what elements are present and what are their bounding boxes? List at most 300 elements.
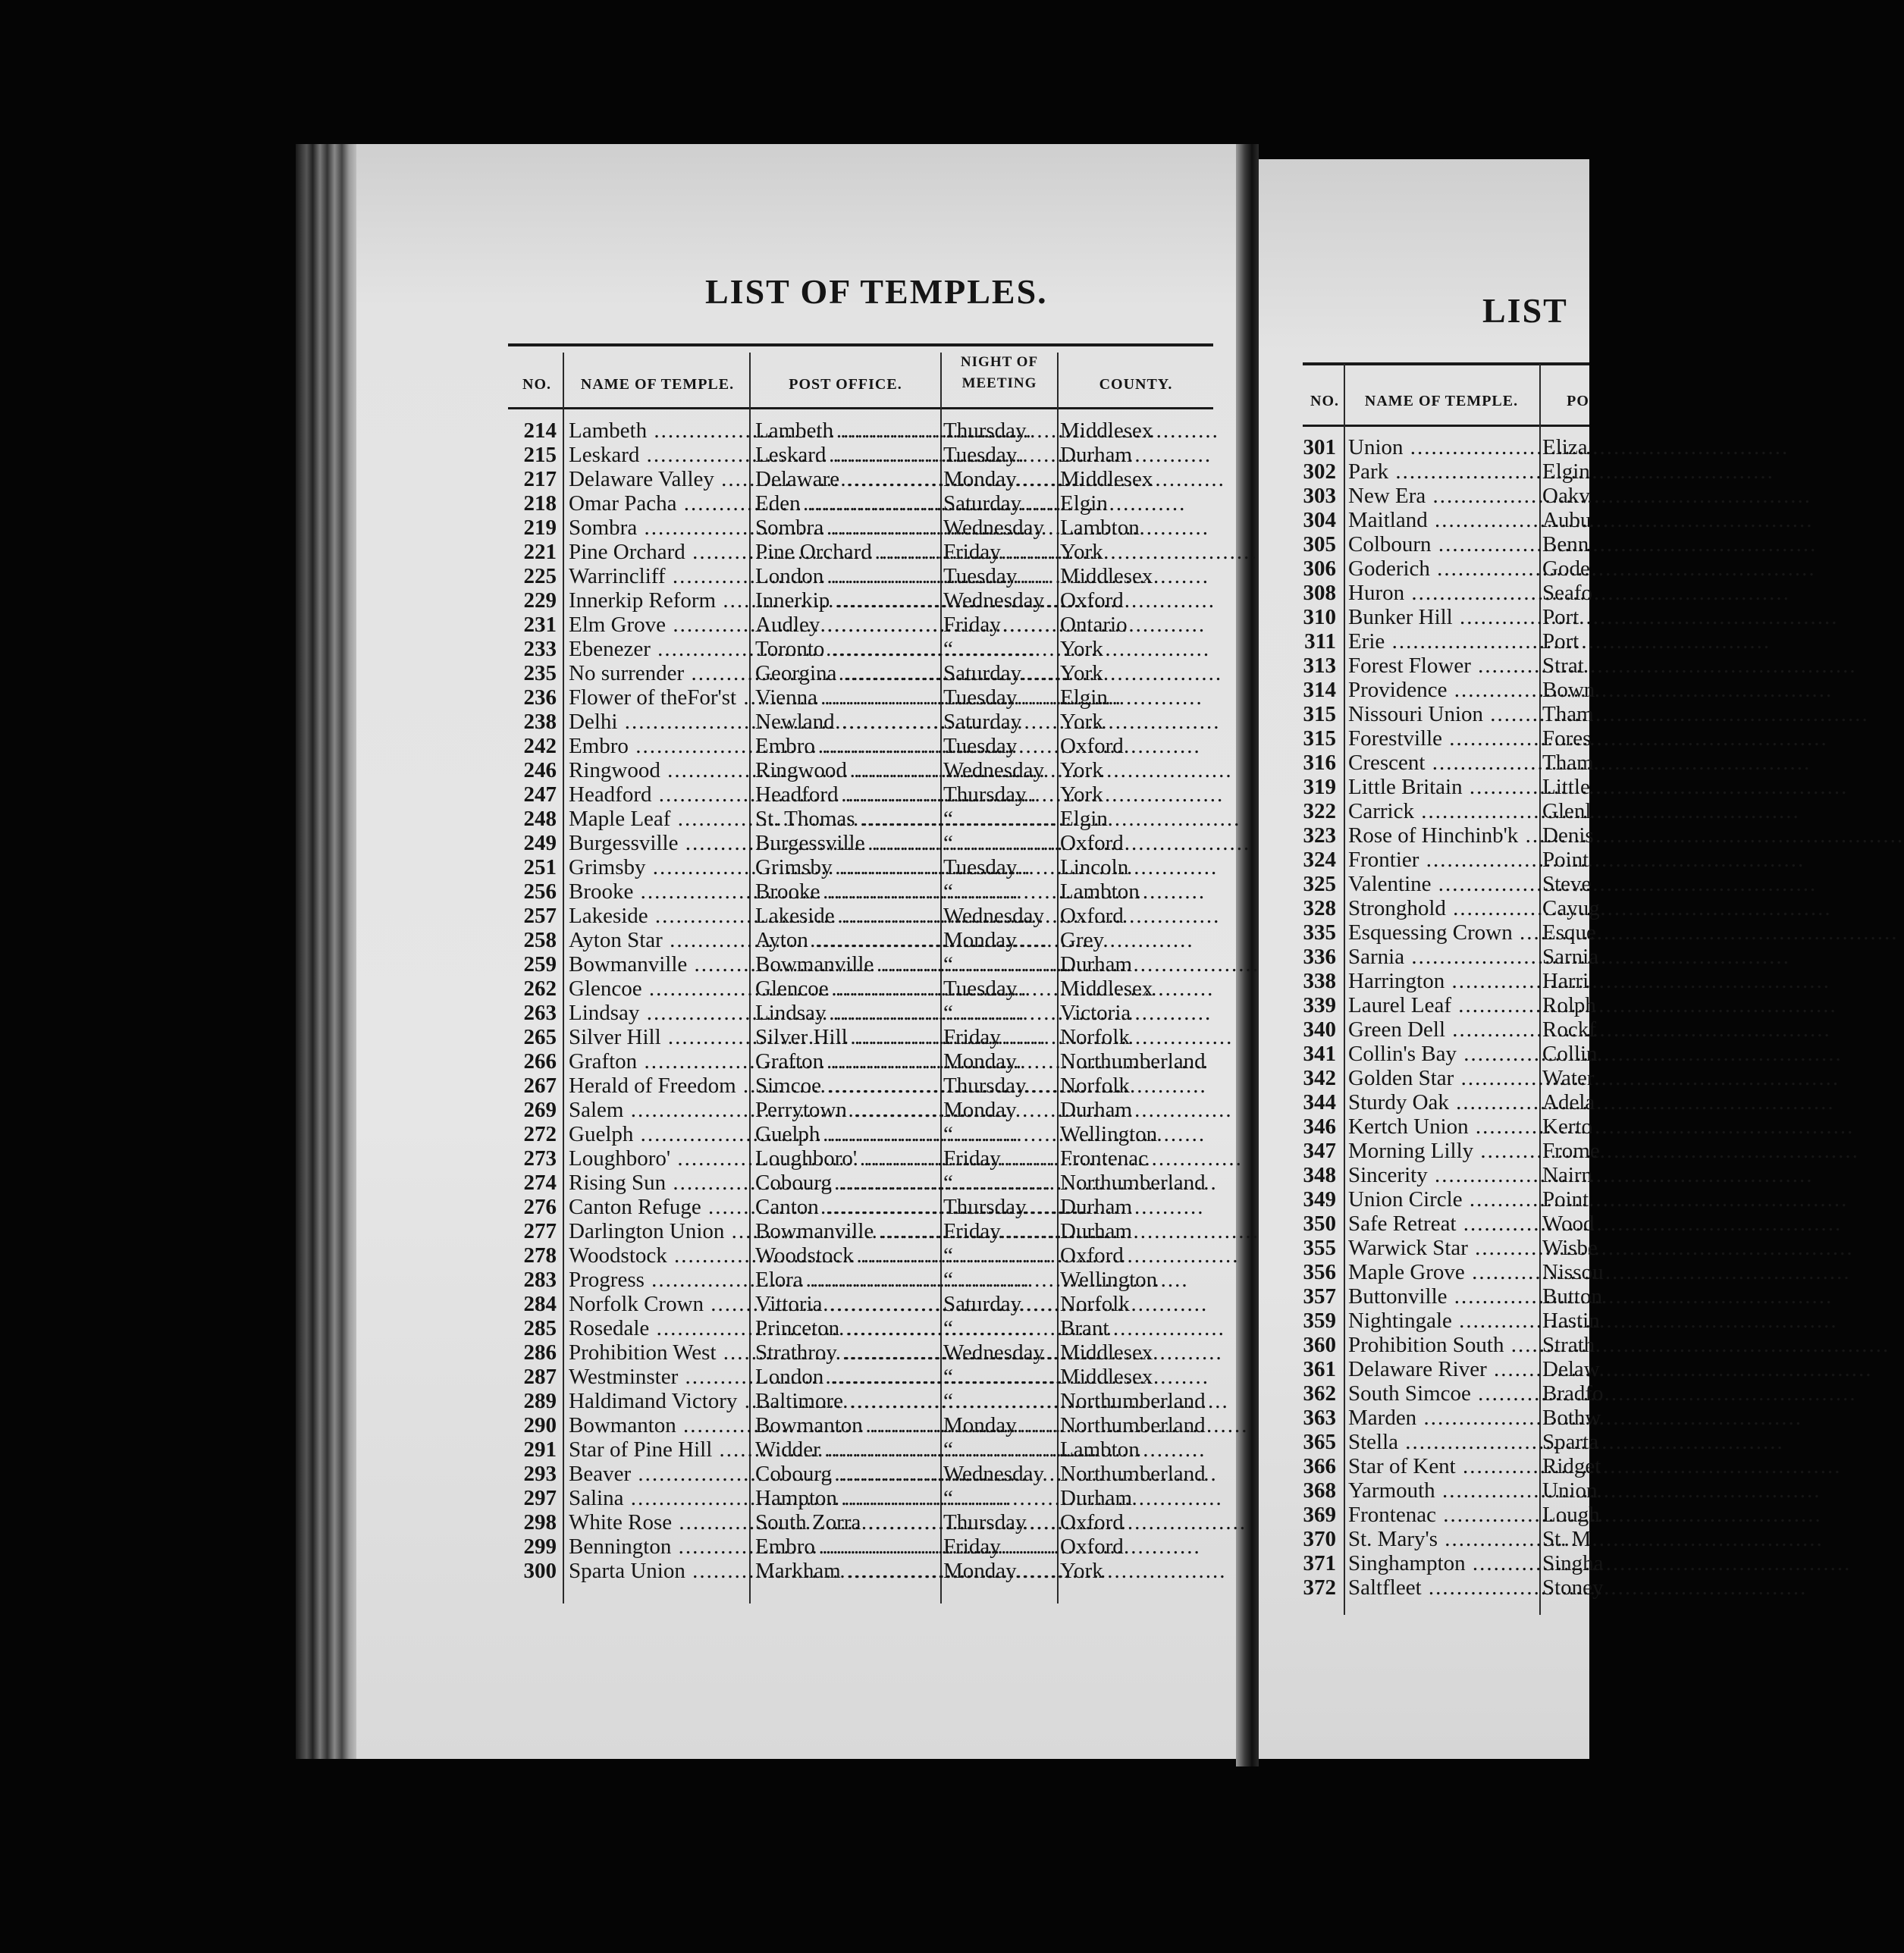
table-row xyxy=(510,1268,1222,1292)
post-office: Burgessville ..... xyxy=(755,831,940,855)
post-office: Cobourg ..... xyxy=(755,1171,940,1195)
table-row xyxy=(510,976,1222,1001)
temple-name: Valentine ..... xyxy=(1348,872,1536,896)
post-office: South Zorra ..... xyxy=(755,1510,940,1534)
temple-name: Golden Star ..... xyxy=(1348,1066,1536,1090)
table-row xyxy=(1289,508,1592,532)
table-row xyxy=(510,1171,1222,1195)
temple-name: Forest Flower ..... xyxy=(1348,654,1536,678)
post-office: London ..... xyxy=(755,564,940,588)
county: Brant xyxy=(1060,1316,1109,1340)
post-office: Vittoria ..... xyxy=(755,1292,940,1316)
meeting-night: Friday xyxy=(943,1534,1001,1559)
table-row xyxy=(510,588,1222,613)
post-office: Guelph ..... xyxy=(755,1122,940,1146)
post-office: Harri xyxy=(1542,969,1589,993)
temple-number: 289 xyxy=(523,1389,557,1413)
post-office: London ..... xyxy=(755,1365,940,1389)
table-row xyxy=(510,1510,1222,1534)
temple-number: 302 xyxy=(1303,459,1336,484)
county: Victoria xyxy=(1060,1001,1131,1025)
temple-number: 357 xyxy=(1303,1284,1336,1309)
temple-name: Darlington Union ..... xyxy=(569,1219,749,1243)
table-row xyxy=(510,1462,1222,1486)
temple-name: Ringwood ..... xyxy=(569,758,749,782)
temple-name: Sarnia ..... xyxy=(1348,945,1536,969)
table-row xyxy=(510,734,1222,758)
meeting-night: “ xyxy=(943,1171,953,1195)
county: Norfolk xyxy=(1060,1025,1130,1049)
post-office: Rockf xyxy=(1542,1017,1596,1042)
county: Elgin xyxy=(1060,491,1108,516)
temple-name: Sincerity ..... xyxy=(1348,1163,1536,1187)
temple-name: Stronghold ..... xyxy=(1348,896,1536,920)
post-office: Toronto ..... xyxy=(755,637,940,661)
temple-name: Nightingale ..... xyxy=(1348,1309,1536,1333)
temple-number: 349 xyxy=(1303,1187,1336,1212)
meeting-night: Thursday xyxy=(943,418,1027,443)
table-row xyxy=(1289,1284,1602,1309)
county: Oxford xyxy=(1060,1510,1124,1534)
post-office: Water xyxy=(1542,1066,1595,1090)
temple-number: 229 xyxy=(523,588,557,613)
temple-name: Canton Refuge ..... xyxy=(569,1195,749,1219)
meeting-night: “ xyxy=(943,879,953,904)
county: Oxford xyxy=(1060,734,1124,758)
temple-number: 323 xyxy=(1303,823,1336,848)
meeting-night: “ xyxy=(943,1486,953,1510)
table-row xyxy=(510,443,1222,467)
temple-name: Morning Lilly ..... xyxy=(1348,1139,1536,1163)
temple-number: 258 xyxy=(523,928,557,952)
temple-name: Buttonville ..... xyxy=(1348,1284,1536,1309)
post-office: Ringwood ..... xyxy=(755,758,940,782)
temple-number: 297 xyxy=(523,1486,557,1510)
temple-number: 371 xyxy=(1303,1551,1336,1575)
county: Durham xyxy=(1060,443,1133,467)
post-office: Hastin xyxy=(1542,1309,1600,1333)
temple-name: Frontenac ..... xyxy=(1348,1503,1536,1527)
meeting-night: Monday xyxy=(943,1559,1017,1583)
temple-name: Collin's Bay ..... xyxy=(1348,1042,1536,1066)
temple-name: Norfolk Crown ..... xyxy=(569,1292,749,1316)
table-row xyxy=(1289,751,1594,775)
temple-name: Maitland ..... xyxy=(1348,508,1536,532)
table-row xyxy=(1289,1357,1600,1381)
temple-name: Delaware Valley ..... xyxy=(569,467,749,491)
table-row xyxy=(510,782,1222,807)
county: York xyxy=(1060,758,1103,782)
column-header-post-office-right: PO xyxy=(1567,393,1589,409)
county: Oxford xyxy=(1060,1534,1124,1559)
meeting-night: Tuesday xyxy=(943,564,1018,588)
temple-number: 236 xyxy=(523,685,557,710)
table-row xyxy=(1289,1090,1595,1114)
temple-number: 274 xyxy=(523,1171,557,1195)
table-row xyxy=(1289,556,1589,581)
temple-name: Salina ..... xyxy=(569,1486,749,1510)
post-office: Oakv xyxy=(1542,484,1590,508)
table-row xyxy=(510,831,1222,855)
meeting-night: Saturday xyxy=(943,1292,1022,1316)
temple-name: Forestville ..... xyxy=(1348,726,1536,751)
temple-name: Union ..... xyxy=(1348,435,1536,459)
temple-name: Pine Orchard ..... xyxy=(569,540,749,564)
county: Northumberland xyxy=(1060,1462,1206,1486)
meeting-night: “ xyxy=(943,1243,953,1268)
county: Northumberland xyxy=(1060,1413,1206,1437)
meeting-night: Wednesday xyxy=(943,904,1044,928)
temple-name: Ayton Star ..... xyxy=(569,928,749,952)
county: York xyxy=(1060,661,1103,685)
temple-name: Star of Kent ..... xyxy=(1348,1454,1536,1478)
temple-name: Rosedale ..... xyxy=(569,1316,749,1340)
post-office: St. M xyxy=(1542,1527,1592,1551)
temple-name: Woodstock ..... xyxy=(569,1243,749,1268)
temple-number: 247 xyxy=(523,782,557,807)
table-row xyxy=(510,661,1222,685)
table-row xyxy=(510,1413,1222,1437)
county: Middlesex xyxy=(1060,418,1153,443)
temple-number: 336 xyxy=(1303,945,1336,969)
temple-number: 346 xyxy=(1303,1114,1336,1139)
temple-name: Leskard ..... xyxy=(569,443,749,467)
temple-name: Safe Retreat ..... xyxy=(1348,1212,1536,1236)
post-office: St. Thomas ..... xyxy=(755,807,940,831)
table-row xyxy=(510,540,1222,564)
meeting-night: Wednesday xyxy=(943,1340,1044,1365)
table-row xyxy=(1289,1309,1600,1333)
temple-number: 314 xyxy=(1303,678,1336,702)
temple-name: New Era ..... xyxy=(1348,484,1536,508)
temple-name: Innerkip Reform ..... xyxy=(569,588,749,613)
column-header-post-office: POST OFFICE. xyxy=(789,376,902,393)
county: Elgin xyxy=(1060,807,1108,831)
temple-name: Beaver ..... xyxy=(569,1462,749,1486)
post-office: Markham ..... xyxy=(755,1559,940,1583)
temple-number: 313 xyxy=(1303,654,1336,678)
table-row xyxy=(1289,484,1589,508)
temple-number: 225 xyxy=(523,564,557,588)
temple-number: 370 xyxy=(1303,1527,1336,1551)
post-office: Fores xyxy=(1542,726,1592,751)
temple-number: 285 xyxy=(523,1316,557,1340)
meeting-night: “ xyxy=(943,1001,953,1025)
table-row xyxy=(510,952,1222,976)
temple-number: 257 xyxy=(523,904,557,928)
temple-number: 308 xyxy=(1303,581,1336,605)
temple-name: Bunker Hill ..... xyxy=(1348,605,1536,629)
table-row xyxy=(1289,459,1589,484)
post-office: Button xyxy=(1542,1284,1602,1309)
temple-number: 344 xyxy=(1303,1090,1336,1114)
table-row xyxy=(1289,993,1596,1017)
temple-number: 265 xyxy=(523,1025,557,1049)
temple-number: 311 xyxy=(1304,629,1336,654)
temple-number: 293 xyxy=(523,1462,557,1486)
table-row xyxy=(1289,1236,1598,1260)
temple-number: 303 xyxy=(1303,484,1336,508)
temple-name: Silver Hill ..... xyxy=(569,1025,749,1049)
post-office: Rolph xyxy=(1542,993,1596,1017)
post-office: Gode xyxy=(1542,556,1590,581)
post-office: Benn xyxy=(1542,532,1589,556)
table-row xyxy=(1289,775,1589,799)
post-office: Glencoe ..... xyxy=(755,976,940,1001)
post-office: Lakeside ..... xyxy=(755,904,940,928)
temple-number: 335 xyxy=(1303,920,1336,945)
meeting-night: Monday xyxy=(943,928,1017,952)
temple-number: 277 xyxy=(523,1219,557,1243)
post-office: Stoney xyxy=(1542,1575,1604,1600)
temple-name: Rising Sun ..... xyxy=(569,1171,749,1195)
post-office: Ridget xyxy=(1542,1454,1601,1478)
post-office: Newland ..... xyxy=(755,710,940,734)
meeting-night: “ xyxy=(943,1268,953,1292)
county: York xyxy=(1060,540,1103,564)
temple-name: Bowmanville ..... xyxy=(569,952,749,976)
post-office: Leskard ..... xyxy=(755,443,940,467)
post-office: Lough xyxy=(1542,1503,1600,1527)
temple-number: 304 xyxy=(1303,508,1336,532)
table-row xyxy=(1289,1212,1595,1236)
post-office: Ayton ..... xyxy=(755,928,940,952)
meeting-night: Monday xyxy=(943,1098,1017,1122)
table-row xyxy=(510,1534,1222,1559)
post-office: Nairn xyxy=(1542,1163,1593,1187)
temple-number: 248 xyxy=(523,807,557,831)
table-row xyxy=(1289,1381,1604,1406)
column-header-night-of-meeting: NIGHT OF MEETING xyxy=(960,354,1039,391)
meeting-night: “ xyxy=(943,831,953,855)
temple-name: South Simcoe ..... xyxy=(1348,1381,1536,1406)
temple-number: 238 xyxy=(523,710,557,734)
meeting-night: “ xyxy=(943,1365,953,1389)
table-row xyxy=(510,516,1222,540)
table-row xyxy=(1289,678,1595,702)
post-office: Innerkip ..... xyxy=(755,588,940,613)
page-title-right: LIST xyxy=(1482,291,1568,330)
meeting-night: Tuesday xyxy=(943,734,1018,758)
county: Oxford xyxy=(1060,588,1124,613)
county: York xyxy=(1060,782,1103,807)
temple-number: 299 xyxy=(523,1534,557,1559)
temple-name: Kertch Union ..... xyxy=(1348,1114,1536,1139)
temple-number: 219 xyxy=(523,516,557,540)
table-row xyxy=(510,1316,1222,1340)
table-row xyxy=(510,1437,1222,1462)
temple-number: 215 xyxy=(523,443,557,467)
county: Durham xyxy=(1060,1219,1133,1243)
temple-name: Crescent ..... xyxy=(1348,751,1536,775)
temple-name: No surrender ..... xyxy=(569,661,749,685)
meeting-night: Monday xyxy=(943,467,1017,491)
table-row xyxy=(1289,532,1589,556)
post-office: Simcoe ..... xyxy=(755,1074,940,1098)
county: Norfolk xyxy=(1060,1292,1130,1316)
temple-number: 325 xyxy=(1303,872,1336,896)
county: Wellington xyxy=(1060,1268,1158,1292)
temple-name: Harrington ..... xyxy=(1348,969,1536,993)
meeting-night: Thursday xyxy=(943,1074,1027,1098)
column-header-no: NO. xyxy=(522,376,551,393)
temple-name: Saltfleet ..... xyxy=(1348,1575,1536,1600)
table-row xyxy=(1289,920,1596,945)
post-office: Adela xyxy=(1542,1090,1595,1114)
temple-number: 263 xyxy=(523,1001,557,1025)
temple-name: Maple Leaf ..... xyxy=(569,807,749,831)
county: Lincoln xyxy=(1060,855,1129,879)
temple-number: 283 xyxy=(523,1268,557,1292)
temple-name: Frontier ..... xyxy=(1348,848,1536,872)
post-office: Collin xyxy=(1542,1042,1598,1066)
temple-name: Warwick Star ..... xyxy=(1348,1236,1536,1260)
meeting-night: Wednesday xyxy=(943,758,1044,782)
table-row xyxy=(1289,896,1600,920)
post-office: Canton ..... xyxy=(755,1195,940,1219)
table-row xyxy=(510,928,1222,952)
table-row xyxy=(1289,1575,1604,1600)
temple-number: 262 xyxy=(523,976,557,1001)
table-row xyxy=(510,758,1222,782)
meeting-night: Monday xyxy=(943,1413,1017,1437)
temple-name: Colbourn ..... xyxy=(1348,532,1536,556)
county: Middlesex xyxy=(1060,564,1153,588)
table-row xyxy=(1289,1139,1600,1163)
meeting-night: Wednesday xyxy=(943,588,1044,613)
temple-table-left xyxy=(510,418,1222,1583)
table-row xyxy=(510,1389,1222,1413)
post-office: Bowmanton ..... xyxy=(755,1413,940,1437)
temple-number: 287 xyxy=(523,1365,557,1389)
county: Durham xyxy=(1060,952,1133,976)
post-office: Grimsby ..... xyxy=(755,855,940,879)
post-office: Sarnia xyxy=(1542,945,1599,969)
post-office: Point xyxy=(1542,1187,1589,1212)
table-row xyxy=(1289,1503,1600,1527)
table-row xyxy=(1289,629,1589,654)
post-office: Port xyxy=(1542,629,1579,654)
post-office: Bown xyxy=(1542,678,1595,702)
table-row xyxy=(1289,823,1594,848)
header-top-rule-right xyxy=(1303,362,1589,365)
table-row xyxy=(1289,581,1593,605)
table-row xyxy=(510,685,1222,710)
temple-number: 272 xyxy=(523,1122,557,1146)
post-office: Silver Hill ..... xyxy=(755,1025,940,1049)
table-row xyxy=(510,1025,1222,1049)
temple-name: Laurel Leaf ..... xyxy=(1348,993,1536,1017)
post-office: Delaw xyxy=(1542,1357,1600,1381)
county: Durham xyxy=(1060,1486,1133,1510)
table-row xyxy=(1289,1551,1604,1575)
meeting-night: “ xyxy=(943,807,953,831)
post-office: Steve xyxy=(1542,872,1592,896)
temple-number: 350 xyxy=(1303,1212,1336,1236)
temple-name: Guelph ..... xyxy=(569,1122,749,1146)
temple-number: 256 xyxy=(523,879,557,904)
temple-name: Westminster ..... xyxy=(569,1365,749,1389)
post-office: Audley ..... xyxy=(755,613,940,637)
temple-name: Flower of theFor'st ..... xyxy=(569,685,749,710)
temple-number: 214 xyxy=(523,418,557,443)
temple-number: 286 xyxy=(523,1340,557,1365)
temple-number: 278 xyxy=(523,1243,557,1268)
temple-number: 366 xyxy=(1303,1454,1336,1478)
county: Middlesex xyxy=(1060,1365,1153,1389)
post-office: Lindsay ..... xyxy=(755,1001,940,1025)
post-office: Bradfo xyxy=(1542,1381,1604,1406)
temple-number: 284 xyxy=(523,1292,557,1316)
temple-name: Lindsay ..... xyxy=(569,1001,749,1025)
temple-number: 365 xyxy=(1303,1430,1336,1454)
county: Middlesex xyxy=(1060,1340,1153,1365)
temple-name: St. Mary's ..... xyxy=(1348,1527,1536,1551)
table-row xyxy=(1289,654,1589,678)
table-row xyxy=(510,467,1222,491)
header-bottom-rule xyxy=(508,407,1213,409)
table-row xyxy=(510,710,1222,734)
temple-name: Grafton ..... xyxy=(569,1049,749,1074)
post-office: Aubu xyxy=(1542,508,1592,532)
county: Wellington xyxy=(1060,1122,1158,1146)
post-office: Glenl xyxy=(1542,799,1592,823)
table-row xyxy=(510,1559,1222,1583)
temple-name: Stella ..... xyxy=(1348,1430,1536,1454)
table-row xyxy=(1289,1260,1604,1284)
temple-name: Nissouri Union ..... xyxy=(1348,702,1536,726)
temple-name: Sombra ..... xyxy=(569,516,749,540)
county: Oxford xyxy=(1060,1243,1124,1268)
temple-name: Burgessville ..... xyxy=(569,831,749,855)
table-row xyxy=(1289,1478,1598,1503)
temple-name: White Rose ..... xyxy=(569,1510,749,1534)
column-header-name-right: NAME OF TEMPLE. xyxy=(1364,393,1519,409)
temple-number: 362 xyxy=(1303,1381,1336,1406)
temple-name: Prohibition West ..... xyxy=(569,1340,749,1365)
table-row xyxy=(1289,1163,1593,1187)
temple-number: 217 xyxy=(523,467,557,491)
meeting-night: Friday xyxy=(943,1025,1001,1049)
table-row xyxy=(510,807,1222,831)
temple-number: 338 xyxy=(1303,969,1336,993)
post-office: Lambeth ..... xyxy=(755,418,940,443)
temple-number: 218 xyxy=(523,491,557,516)
temple-number: 316 xyxy=(1303,751,1336,775)
temple-number: 368 xyxy=(1303,1478,1336,1503)
post-office: Frome xyxy=(1542,1139,1600,1163)
table-row xyxy=(510,1292,1222,1316)
post-office: Perrytown ..... xyxy=(755,1098,940,1122)
post-office: Baltimore ..... xyxy=(755,1389,940,1413)
temple-number: 242 xyxy=(523,734,557,758)
post-office: Union xyxy=(1542,1478,1598,1503)
post-office: Singha xyxy=(1542,1551,1604,1575)
post-office: Widder ..... xyxy=(755,1437,940,1462)
table-row xyxy=(1289,1527,1592,1551)
temple-number: 341 xyxy=(1303,1042,1336,1066)
post-office: Strat xyxy=(1542,654,1584,678)
table-row xyxy=(510,1365,1222,1389)
post-office: Kerto xyxy=(1542,1114,1593,1139)
post-office: Hampton ..... xyxy=(755,1486,940,1510)
temple-number: 290 xyxy=(523,1413,557,1437)
post-office: Elora ..... xyxy=(755,1268,940,1292)
temple-number: 348 xyxy=(1303,1163,1336,1187)
post-office: Pine Orchard ..... xyxy=(755,540,940,564)
table-row xyxy=(510,491,1222,516)
post-office: Strathroy ..... xyxy=(755,1340,940,1365)
